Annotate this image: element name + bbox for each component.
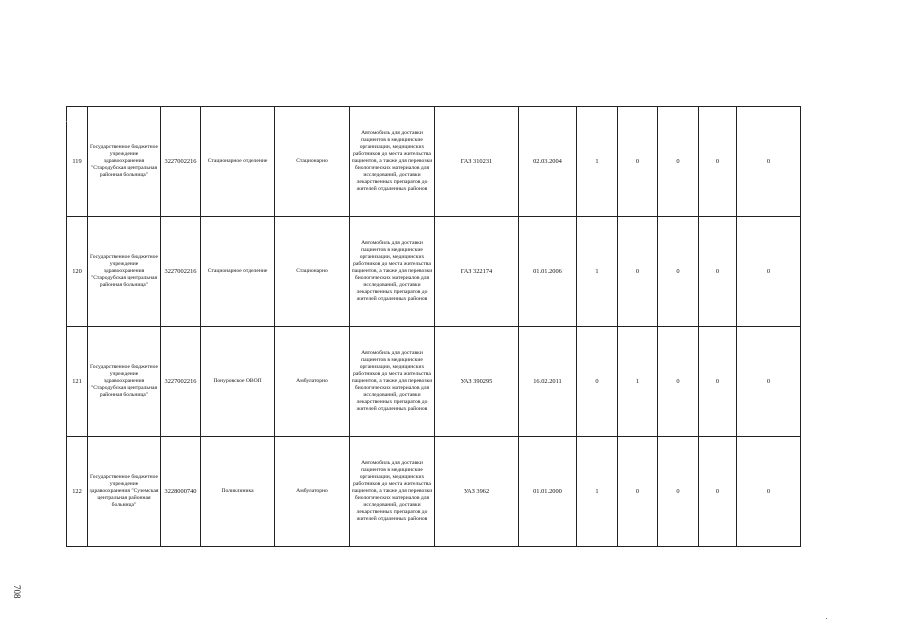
count-cell-5: 0 [737, 437, 801, 547]
count-cell-1: 1 [577, 107, 618, 217]
count-cell-5: 0 [737, 327, 801, 437]
count-cell-3: 0 [658, 327, 699, 437]
care-type-cell: Стационарно [275, 217, 350, 327]
count-cell-4: 0 [699, 327, 737, 437]
count-cell-1: 0 [577, 327, 618, 437]
date-cell: 02.03.2004 [519, 107, 577, 217]
row-number: 119 [67, 107, 88, 217]
inn-cell: 3227002216 [161, 217, 201, 327]
organization-cell: Государственное бюджетное учреждение здравоохранения "Стародубская центральная районная больница" [88, 217, 161, 327]
date-cell: 01.01.2006 [519, 217, 577, 327]
count-cell-5: 0 [737, 217, 801, 327]
count-cell-4: 0 [699, 217, 737, 327]
scan-speck [826, 618, 827, 619]
vehicle-model-cell: ГАЗ 322174 [435, 217, 519, 327]
purpose-cell: Автомобиль для доставки пациентов в медицинские организации, медицинских работников до места жительства пациентов, а также для перевозки биологических материалов для исследований, доставки лекарственных препаратов до жителей отдаленных районов [350, 327, 435, 437]
unit-cell: Стационарное отделение [201, 107, 275, 217]
purpose-cell: Автомобиль для доставки пациентов в медицинские организации, медицинских работников до места жительства пациентов, а также для перевозки биологических материалов для исследований, доставки лекарственных препаратов до жителей отдаленных районов [350, 107, 435, 217]
vehicle-registry-table [66, 106, 801, 547]
vehicle-model-cell: ГАЗ 310231 [435, 107, 519, 217]
table-row [67, 217, 801, 327]
date-cell: 01.01.2000 [519, 437, 577, 547]
count-cell-3: 0 [658, 217, 699, 327]
row-number: 120 [67, 217, 88, 327]
organization-cell: Государственное бюджетное учреждение здравоохранения "Стародубская центральная районная больница" [88, 327, 161, 437]
row-number: 122 [67, 437, 88, 547]
organization-cell: Государственное бюджетное учреждение здравоохранения "Суземская центральная районная больница" [88, 437, 161, 547]
purpose-cell: Автомобиль для доставки пациентов в медицинские организации, медицинских работников до места жительства пациентов, а также для перевозки биологических материалов для исследований, доставки лекарственных препаратов до жителей отдаленных районов [350, 217, 435, 327]
table-row [67, 437, 801, 547]
count-cell-4: 0 [699, 437, 737, 547]
count-cell-1: 1 [577, 437, 618, 547]
vehicle-model-cell: УАЗ 390295 [435, 327, 519, 437]
unit-cell: Поликлиника [201, 437, 275, 547]
count-cell-2: 0 [618, 107, 658, 217]
count-cell-2: 0 [618, 437, 658, 547]
care-type-cell: Амбулаторно [275, 327, 350, 437]
inn-cell: 3227002216 [161, 327, 201, 437]
inn-cell: 3228000740 [161, 437, 201, 547]
count-cell-2: 0 [618, 217, 658, 327]
count-cell-5: 0 [737, 107, 801, 217]
inn-cell: 3227002216 [161, 107, 201, 217]
table-row [67, 327, 801, 437]
count-cell-3: 0 [658, 107, 699, 217]
date-cell: 16.02.2011 [519, 327, 577, 437]
count-cell-3: 0 [658, 437, 699, 547]
table-row [67, 107, 801, 217]
care-type-cell: Стационарно [275, 107, 350, 217]
vehicle-model-cell: УАЗ 3962 [435, 437, 519, 547]
care-type-cell: Амбулаторно [275, 437, 350, 547]
registry-sheet [66, 106, 801, 547]
count-cell-4: 0 [699, 107, 737, 217]
count-cell-1: 1 [577, 217, 618, 327]
scan-speck [66, 121, 67, 122]
page-number: 708 [12, 585, 22, 599]
purpose-cell: Автомобиль для доставки пациентов в медицинские организации, медицинских работников до места жительства пациентов, а также для перевозки биологических материалов для исследований, доставки лекарственных препаратов до жителей отдаленных районов [350, 437, 435, 547]
unit-cell: Понуровское ОВОП [201, 327, 275, 437]
row-number: 121 [67, 327, 88, 437]
organization-cell: Государственное бюджетное учреждение здравоохранения "Стародубская центральная районная больница" [88, 107, 161, 217]
count-cell-2: 1 [618, 327, 658, 437]
unit-cell: Стационарное отделение [201, 217, 275, 327]
